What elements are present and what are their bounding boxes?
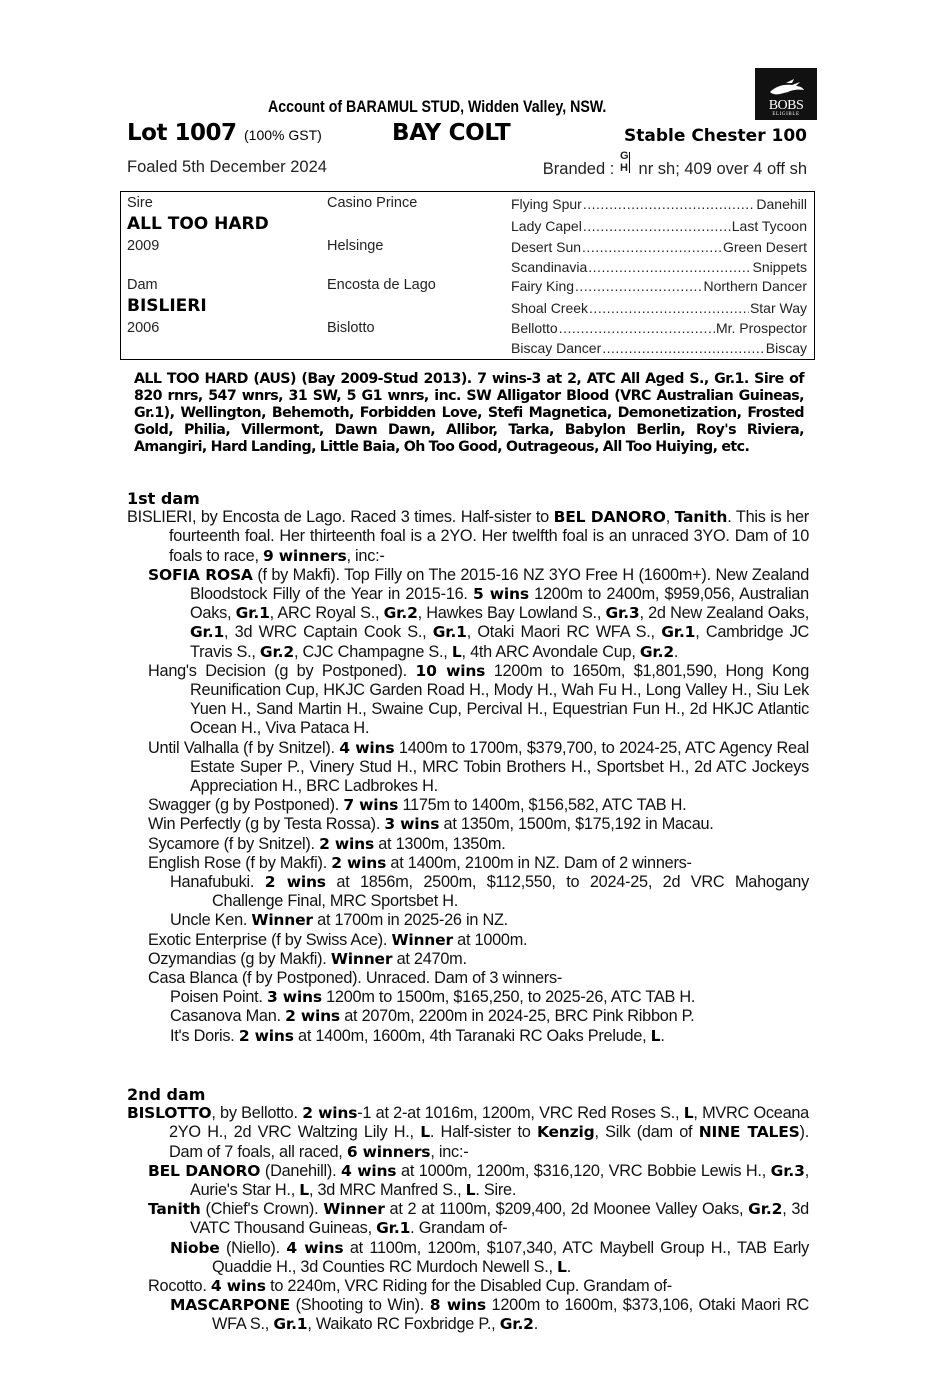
record-text: (Shooting to Win).: [290, 1296, 430, 1315]
record-text: . This is her fourteenth foal. Her thirteenth foal is a 2YO. Her twelfth foal is an unraced 3YO. Dam of 10 foals to race,: [169, 508, 809, 565]
brand-description: [542, 150, 807, 179]
bold-highlight: Winner: [391, 930, 453, 949]
first-dam-entries: [127, 508, 809, 1046]
bold-highlight: 6 winners: [346, 1142, 431, 1161]
record-text: 1200m to 2400m, $959,056, Australian Oaks,: [190, 585, 809, 623]
bold-highlight: Winner: [330, 949, 393, 968]
first-dam-heading: 1st dam: [127, 489, 200, 508]
bold-highlight: Niobe: [170, 1238, 220, 1257]
bold-highlight: 4 wins: [339, 738, 395, 757]
bold-highlight: BISLOTTO: [127, 1104, 212, 1123]
produce-record: [127, 1296, 809, 1334]
produce-record: [127, 854, 809, 873]
dam-dam: Bislotto: [327, 320, 375, 336]
dam-label: Dam: [127, 277, 158, 293]
record-text: . Grandam of-: [410, 1219, 508, 1238]
produce-record: [127, 662, 809, 739]
branded-detail: nr sh; 409 over 4 off sh: [638, 160, 807, 178]
record-text: Poisen Point.: [170, 988, 267, 1007]
great-grandparent-row: [511, 339, 807, 357]
bold-highlight: 4 wins: [286, 1238, 344, 1257]
leader-dots: [582, 238, 722, 256]
record-text: at 1000m.: [452, 930, 528, 949]
great-grandsire-sire: Northern Dancer: [703, 278, 807, 294]
produce-record: [127, 1239, 809, 1277]
produce-record: [127, 508, 809, 566]
bold-highlight: L: [650, 1026, 661, 1045]
bold-highlight: 2 wins: [285, 1007, 340, 1026]
stable-location: Stable Chester 100: [624, 126, 807, 146]
branded-label: Branded :: [542, 160, 615, 178]
bold-highlight: Winner: [251, 911, 313, 930]
record-text: Exotic Enterprise (f by Swiss Ace).: [148, 930, 392, 949]
great-grandsire-sire: Mr. Prospector: [715, 320, 807, 336]
second-dam-heading: 2nd dam: [127, 1085, 206, 1104]
bold-highlight: 2 wins: [331, 853, 387, 872]
record-text: Swagger (g by Postponed).: [148, 796, 344, 815]
record-text: , inc:-: [430, 1142, 469, 1161]
bold-highlight: 8 wins: [429, 1296, 486, 1315]
record-text: at 2 at 1100m, $209,400, 2d Moonee Valley Oaks,: [384, 1200, 749, 1219]
produce-record: [127, 873, 809, 911]
sire-dam: Helsinge: [327, 238, 384, 254]
second-dam-section: [127, 1085, 809, 1335]
great-granddam-sire: Snippets: [752, 259, 807, 275]
record-text: at 2470m.: [392, 949, 467, 968]
record-text: Sycamore (f by Snitzel).: [148, 834, 320, 853]
sire-name: ALL TOO HARD: [127, 214, 269, 234]
great-grandparent-row: [511, 299, 807, 317]
leader-dots: [602, 339, 765, 357]
produce-record: [127, 969, 809, 988]
record-text: , Cambridge JC Travis S.,: [190, 623, 810, 661]
record-text: , Hawkes Bay Lowland S.,: [417, 604, 606, 623]
record-text: , 3d WRC Captain Cook S.,: [224, 623, 433, 642]
logo-eligible-text: ELIGIBLE: [772, 112, 800, 117]
record-text: at 1300m, 1350m.: [373, 834, 506, 853]
record-text: .: [660, 1026, 665, 1045]
bobs-eligible-logo: [755, 68, 817, 120]
great-grandparent-row: [511, 217, 807, 235]
produce-record: [127, 1277, 809, 1296]
great-grandsire-sire: Green Desert: [722, 239, 807, 255]
bold-highlight: Winner: [323, 1200, 385, 1219]
record-text: ,: [665, 508, 675, 527]
bold-highlight: MASCARPONE: [170, 1296, 290, 1315]
record-text: , 2d New Zealand Oaks,: [639, 604, 809, 623]
record-text: . Half-sister to: [429, 1123, 537, 1142]
record-text: Win Perfectly (g by Testa Rossa).: [148, 815, 385, 834]
leader-dots: [583, 217, 731, 235]
bold-highlight: Gr.1: [432, 623, 467, 642]
record-text: , 4th ARC Avondale Cup,: [461, 642, 640, 661]
record-text: Ozymandias (g by Makfi).: [148, 949, 331, 968]
produce-record: [127, 1027, 809, 1046]
record-text: 1175m to 1400m, $156,582, ATC TAB H.: [398, 796, 687, 815]
record-text: to 2240m, VRC Riding for the Disabled Cup. Grandam of-: [265, 1277, 672, 1296]
leader-dots: [589, 299, 749, 317]
brand-mark-bar: [629, 152, 631, 173]
great-grandparent-row: [511, 319, 807, 337]
bold-highlight: 9 winners: [263, 546, 347, 565]
sire-summary: ALL TOO HARD (AUS) (Bay 2009-Stud 2013). 7 wins-3 at 2, ATC All Aged S., Gr.1. Sire of 820 rnrs, 547 wnrs, 31 SW, 5 G1 wnrs, inc. SW Alligator Blood (VRC Australian Guineas, Gr.1), Wellington, Behemoth, Forbidden Love, Stefi Magnetica, Demonetization, Frosted Gold, Philia, Villermont, Dawn Dawn, Allibor, Tarka, Babylon Berlin, Roy's Riviera, Amangiri, Hard Landing, Little Baia, Oh Too Good, Outrageous, All Too Huiying, etc.: [134, 371, 804, 455]
record-text: .: [673, 642, 679, 661]
record-text: (f by Makfi). Top Filly on The 2015-16 NZ 3YO Free H (1600m+). New Zealand Bloodstock Filly of the Year in 2015-16.: [190, 565, 809, 604]
record-text: 1200m to 1650m, $1,801,590, Hong Kong Reunification Cup, HKJC Garden Road H., Mody H., Wah Fu H., Long Valley H., Siu Lek Yuen H., Sand Martin H., Swaine Cup, Percival H., Equestrian Fun H., 2d HKJC Atlantic Ocean H., Viva Pataca H.: [190, 661, 809, 738]
leader-dots: [583, 195, 756, 213]
great-granddam-sire: Biscay: [765, 340, 807, 356]
sire-label: Sire: [127, 195, 153, 211]
bold-highlight: Gr.1: [190, 623, 225, 642]
record-text: (Danehill).: [260, 1161, 342, 1180]
sire-sire: Casino Prince: [327, 195, 418, 211]
great-grandparent-row: [511, 277, 807, 295]
bold-highlight: Gr.3: [770, 1161, 805, 1180]
brand-mark-icon: [619, 150, 631, 176]
foaled-date: Foaled 5th December 2024: [127, 158, 327, 176]
record-text: Hang's Decision (g by Postponed).: [148, 661, 416, 680]
produce-record: [127, 739, 809, 797]
bold-highlight: 4 wins: [210, 1277, 266, 1296]
horse-head-icon: [766, 78, 806, 98]
bold-highlight: 2 wins: [264, 873, 326, 892]
produce-record: [127, 1200, 809, 1238]
bold-highlight: Gr.2: [748, 1200, 783, 1219]
bold-highlight: 2 wins: [319, 834, 374, 853]
produce-record: [127, 1007, 809, 1026]
record-text: , Aurie's Star H.,: [190, 1161, 809, 1200]
record-text: , by Bellotto.: [211, 1104, 303, 1123]
bold-highlight: 2 wins: [238, 1026, 294, 1045]
bold-highlight: L: [299, 1181, 309, 1200]
brand-mark-bottom: H: [619, 162, 628, 174]
record-text: , CJC Champagne S.,: [293, 642, 452, 661]
produce-record: [127, 1162, 809, 1200]
record-text: .: [566, 1257, 572, 1276]
bold-highlight: Gr.1: [376, 1219, 411, 1238]
record-text: -1 at 2-at 1016m, 1200m, VRC Red Roses S.,: [357, 1104, 684, 1123]
record-text: , Waikato RC Foxbridge P.,: [307, 1315, 500, 1334]
record-text: at 1000m, 1200m, $316,120, VRC Bobbie Lewis H.,: [396, 1161, 771, 1180]
record-text: at 2070m, 2200m in 2024-25, BRC Pink Ribbon P.: [339, 1007, 695, 1026]
produce-record: [127, 566, 809, 662]
bold-highlight: 4 wins: [341, 1161, 397, 1180]
record-text: 1400m to 1700m, $379,700, to 2024-25, ATC Agency Real Estate Super P., Vinery Stud H., MRC Tobin Brothers H., Sportsbet H., 2d ATC Jockeys Appreciation H., BRC Ladbrokes H.: [190, 738, 809, 796]
produce-record: [127, 950, 809, 969]
record-text: ). Dam of 7 foals, all raced,: [169, 1123, 809, 1161]
bold-highlight: L: [420, 1123, 430, 1142]
lot-number: [127, 120, 322, 146]
bold-highlight: 5 wins: [472, 585, 529, 604]
great-grandsire: Bellotto: [511, 320, 558, 336]
leader-dots: [588, 258, 751, 276]
great-granddam-sire: Last Tycoon: [731, 218, 807, 234]
leader-dots: [575, 277, 702, 295]
produce-record: [127, 835, 809, 854]
bold-highlight: Gr.2: [639, 642, 674, 661]
record-text: (Niello).: [219, 1238, 287, 1257]
dam-year: 2006: [127, 320, 160, 336]
bold-highlight: Kenzig: [536, 1123, 595, 1142]
record-text: . Sire.: [475, 1181, 517, 1200]
bold-highlight: BEL DANORO: [553, 508, 666, 527]
record-text: 1200m to 1500m, $165,250, to 2025-26, ATC TAB H.: [321, 988, 696, 1007]
great-grandparent-row: [511, 258, 807, 276]
bold-highlight: Gr.1: [235, 604, 270, 623]
second-dam-entries: [127, 1104, 809, 1334]
logo-bobs-text: BOBS: [768, 98, 804, 113]
bold-highlight: Gr.1: [661, 623, 696, 642]
bold-highlight: NINE TALES: [698, 1123, 800, 1142]
record-text: BISLIERI, by Encosta de Lago. Raced 3 times. Half-sister to: [127, 508, 554, 527]
bold-highlight: 10 wins: [415, 661, 486, 680]
bold-highlight: L: [557, 1257, 567, 1276]
vendor-account: Account of BARAMUL STUD, Widden Valley, NSW.: [268, 98, 607, 116]
bold-highlight: 3 wins: [384, 815, 440, 834]
great-granddam: Shoal Creek: [511, 300, 589, 316]
dam-sire: Encosta de Lago: [327, 277, 436, 293]
record-text: English Rose (f by Makfi).: [148, 853, 332, 872]
produce-record: [127, 988, 809, 1007]
record-text: , Silk (dam of: [594, 1123, 699, 1142]
bold-highlight: Gr.2: [259, 642, 294, 661]
record-text: Hanafubuki.: [170, 873, 265, 892]
record-text: , Otaki Maori RC WFA S.,: [466, 623, 662, 642]
produce-record: [127, 796, 809, 815]
great-granddam-sire: Star Way: [749, 300, 807, 316]
record-text: Rocotto.: [148, 1277, 211, 1296]
record-text: .: [533, 1315, 538, 1334]
record-text: , 3d VATC Thousand Guineas,: [190, 1200, 809, 1238]
sex-colour: BAY COLT: [392, 120, 511, 146]
record-text: , ARC Royal S.,: [269, 604, 384, 623]
record-text: , inc:-: [346, 546, 385, 565]
record-text: It's Doris.: [170, 1026, 239, 1045]
record-text: at 1856m, 2500m, $112,550, to 2024-25, 2d VRC Mahogany Challenge Final, MRC Sportsbet H.: [212, 873, 810, 911]
lot-label: Lot 1007: [127, 120, 237, 146]
produce-record: [127, 815, 809, 834]
record-text: 1200m to 1600m, $373,106, Otaki Maori RC WFA S.,: [212, 1296, 810, 1334]
leader-dots: [559, 319, 715, 337]
bold-highlight: Tanith: [148, 1200, 201, 1219]
record-text: Until Valhalla (f by Snitzel).: [148, 738, 340, 757]
record-text: at 1700m in 2025-26 in NZ.: [312, 911, 508, 930]
bold-highlight: L: [465, 1181, 476, 1200]
record-text: Uncle Ken.: [170, 911, 252, 930]
pedigree-table: [120, 191, 815, 360]
great-granddam: Biscay Dancer: [511, 340, 602, 356]
great-granddam: Scandinavia: [511, 259, 588, 275]
bold-highlight: BEL DANORO: [148, 1161, 261, 1180]
great-grandsire: Fairy King: [511, 278, 575, 294]
record-text: , 3d MRC Manfred S.,: [308, 1181, 466, 1200]
bold-highlight: L: [451, 642, 462, 661]
record-text: , MVRC Oceana 2YO H., 2d VRC Waltzing Lily H.,: [169, 1104, 809, 1142]
bold-highlight: Gr.2: [383, 604, 418, 623]
dam-name: BISLIERI: [127, 296, 207, 316]
record-text: Casa Blanca (f by Postponed). Unraced. Dam of 3 winners-: [148, 969, 563, 988]
sire-year: 2009: [127, 238, 160, 254]
record-text: at 1100m, 1200m, $107,340, ATC Maybell Group H., TAB Early Quaddie H., 3d Counties RC Murdoch Newell S.,: [212, 1238, 809, 1276]
gst-note: (100% GST): [244, 127, 322, 143]
record-text: at 1350m, 1500m, $175,192 in Macau.: [439, 815, 714, 834]
bold-highlight: Gr.1: [273, 1315, 308, 1334]
record-text: at 1400m, 1600m, 4th Taranaki RC Oaks Prelude,: [293, 1026, 651, 1045]
first-dam-section: [127, 489, 809, 1046]
bold-highlight: Gr.2: [499, 1315, 534, 1334]
great-grandsire-sire: Danehill: [756, 196, 807, 212]
bold-highlight: Gr.3: [605, 604, 640, 623]
produce-record: [127, 911, 809, 930]
great-granddam: Lady Capel: [511, 218, 582, 234]
produce-record: [127, 931, 809, 950]
record-text: at 1400m, 2100m in NZ. Dam of 2 winners-: [386, 853, 692, 872]
record-text: (Chief's Crown).: [200, 1200, 324, 1219]
bold-highlight: SOFIA ROSA: [148, 565, 253, 584]
great-grandsire: Flying Spur: [511, 196, 582, 212]
great-grandparent-row: [511, 195, 807, 213]
bold-highlight: L: [683, 1104, 694, 1123]
great-grandparent-row: [511, 238, 807, 256]
bold-highlight: 2 wins: [302, 1104, 358, 1123]
great-grandsire: Desert Sun: [511, 239, 582, 255]
record-text: Casanova Man.: [170, 1007, 286, 1026]
bold-highlight: Tanith: [674, 508, 728, 527]
produce-record: [127, 1104, 809, 1162]
brand-mark-top: G: [619, 150, 629, 162]
bold-highlight: 3 wins: [266, 988, 322, 1007]
bold-highlight: 7 wins: [343, 796, 399, 815]
